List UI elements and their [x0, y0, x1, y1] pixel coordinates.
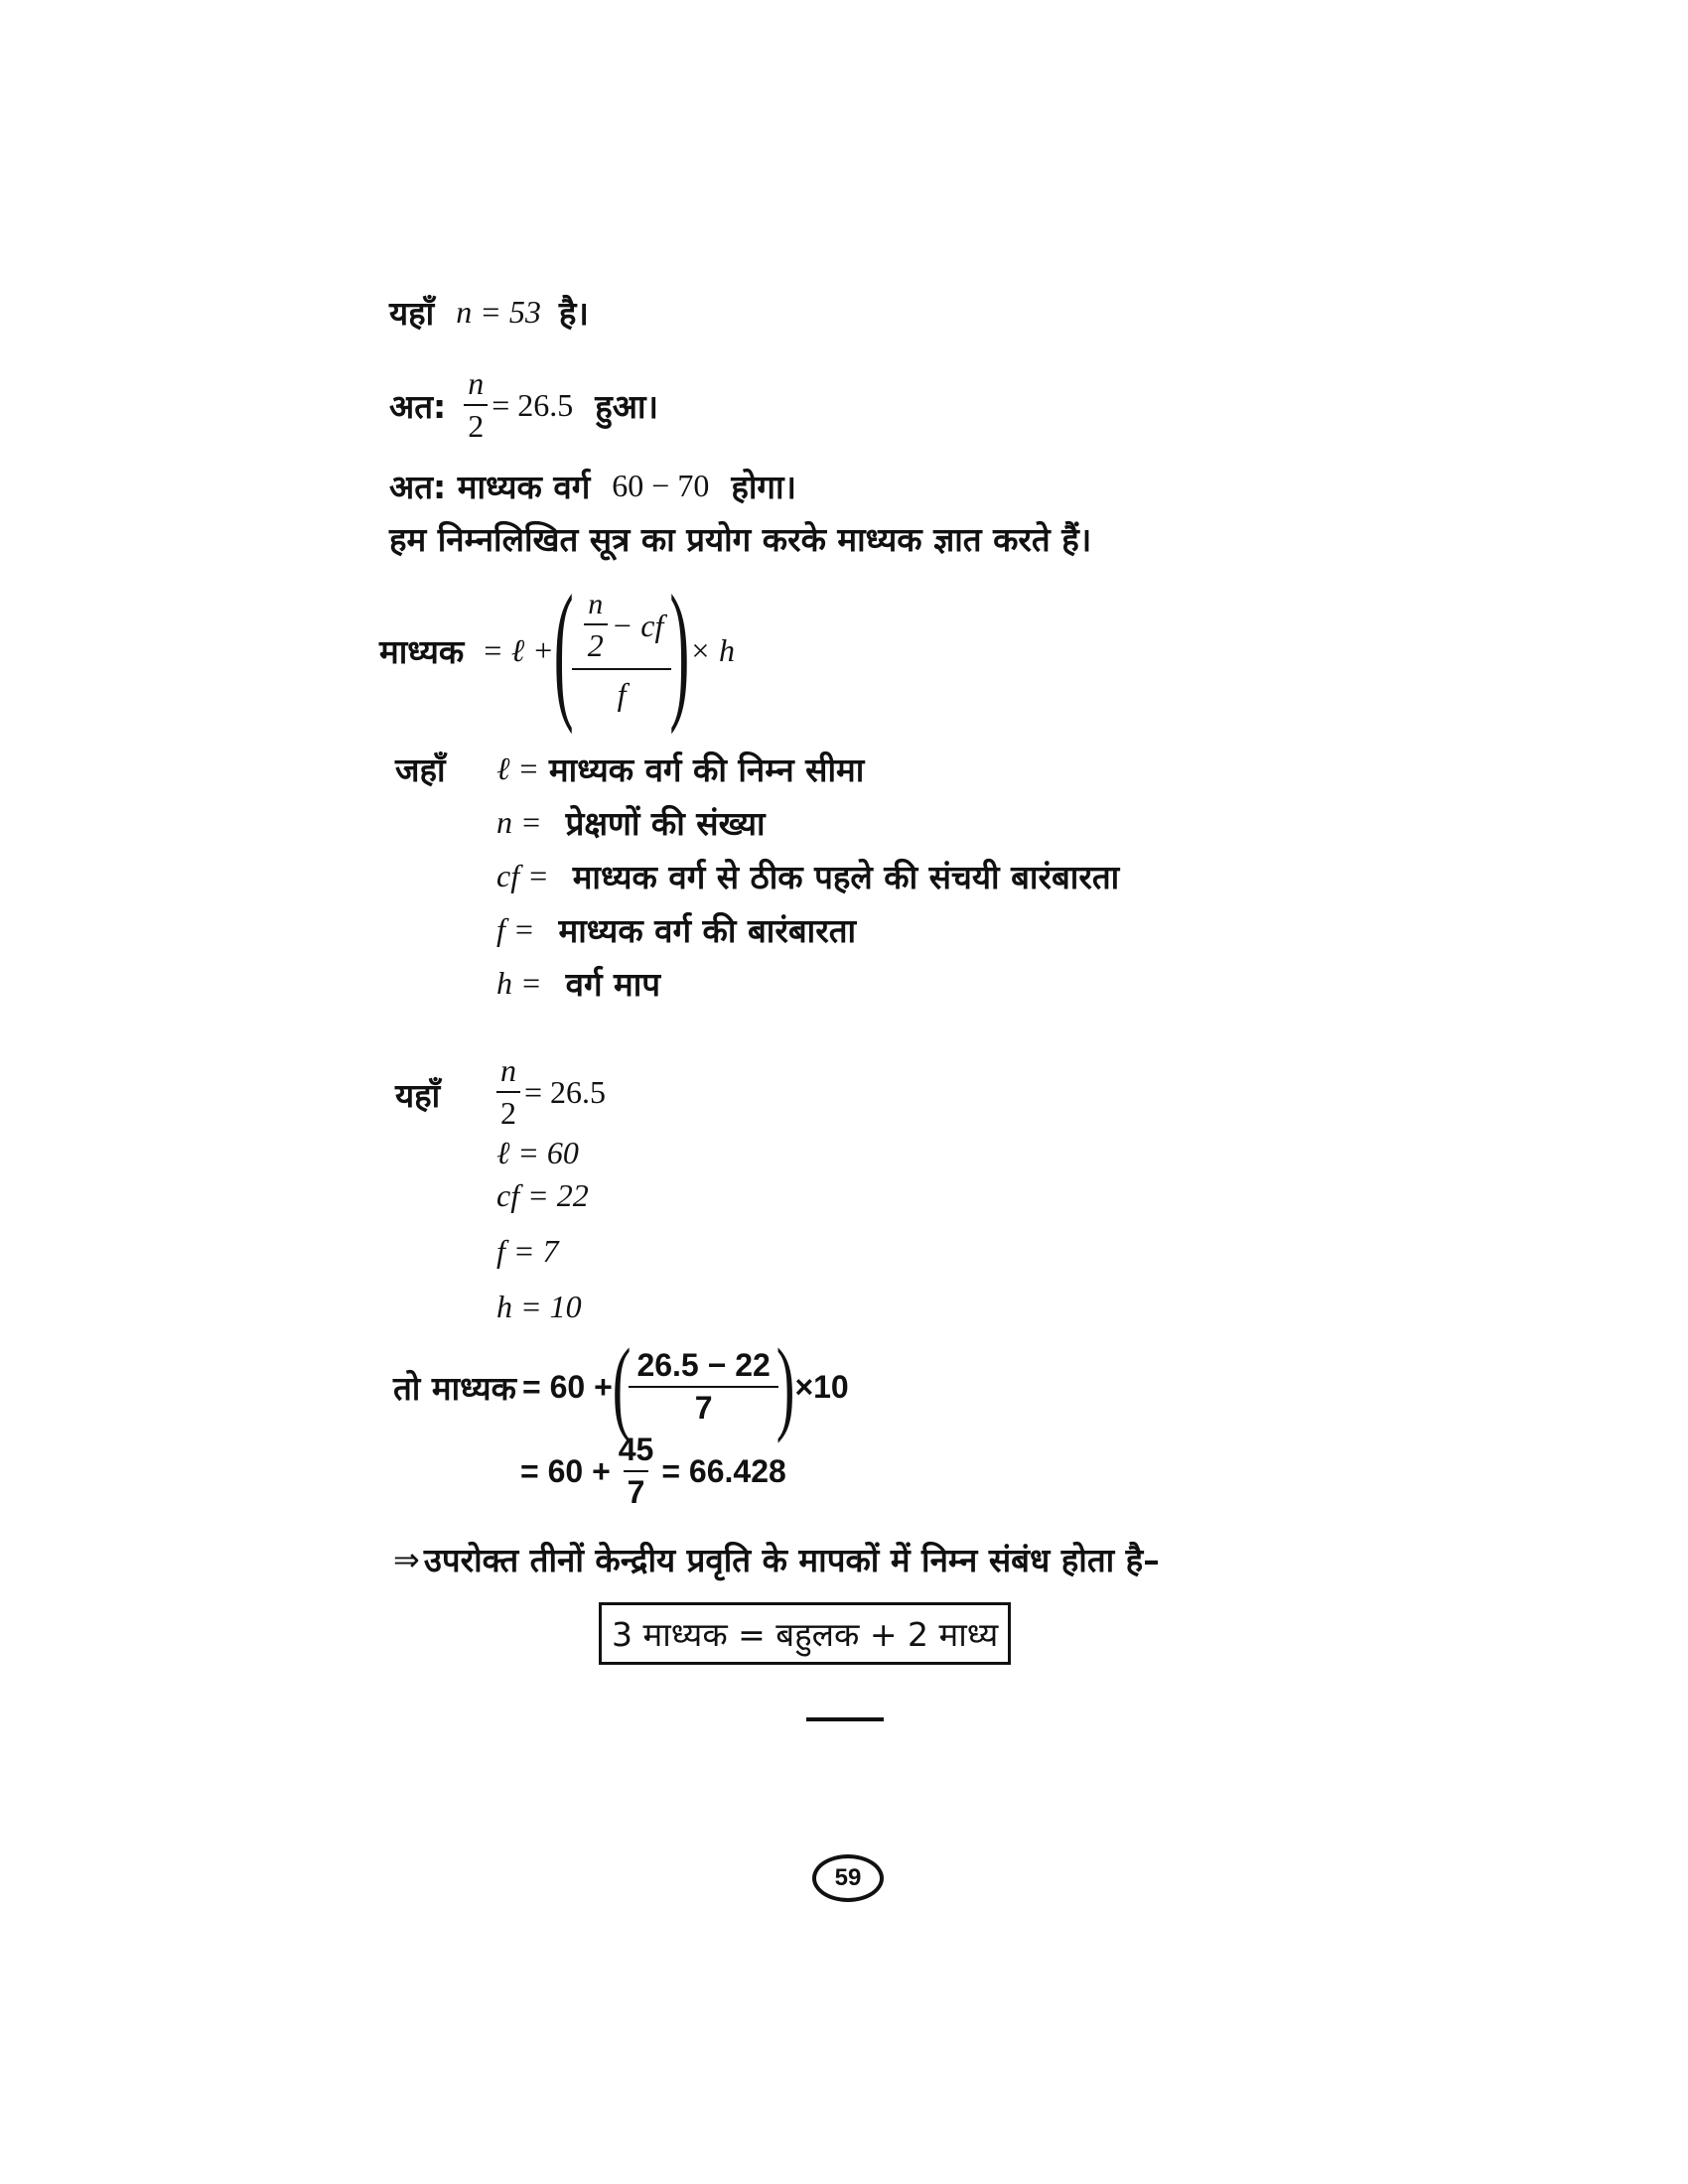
- definition-symbol: ℓ =: [496, 751, 539, 786]
- formula-numerator: [576, 588, 668, 668]
- definition-row: [496, 800, 766, 845]
- definitions-label: जहाँ: [395, 751, 446, 789]
- calc-denominator: 7: [629, 1386, 777, 1427]
- formula-big-fraction: [576, 588, 668, 713]
- definition-text: माध्यक वर्ग की निम्न सीमा: [548, 751, 865, 789]
- line1-prefix: यहाँ: [389, 294, 435, 333]
- calc-times: ×10: [794, 1368, 849, 1405]
- values-label: यहाँ: [395, 1076, 441, 1115]
- end-divider: [806, 1717, 884, 1721]
- values-fraction: [496, 1052, 520, 1132]
- formula-intro-text: हम निम्नलिखित सूत्र का प्रयोग करके माध्यक ज्ञात करते हैं।: [389, 520, 1092, 559]
- median-formula: [379, 563, 735, 735]
- definition-symbol: f =: [496, 911, 535, 947]
- formula-f: f: [572, 668, 672, 713]
- definition-symbol: n =: [496, 804, 542, 840]
- definition-row: [496, 854, 1119, 898]
- line2-prefix: अत:: [389, 386, 447, 426]
- line2-suffix: हुआ।: [595, 386, 659, 426]
- definition-text: माध्यक वर्ग की बारंबारता: [558, 911, 857, 950]
- calc-prefix: तो माध्यक: [393, 1368, 517, 1408]
- line3-prefix: अत: माध्यक वर्ग: [389, 468, 591, 506]
- fraction-numerator: n: [468, 365, 485, 401]
- calc-right-paren: ): [775, 1328, 795, 1445]
- definition-symbol: cf =: [496, 858, 549, 893]
- right-paren: ): [669, 563, 690, 735]
- definition-text: माध्यक वर्ग से ठीक पहले की संचयी बारंबारता: [572, 858, 1120, 896]
- calc2-fraction: [615, 1432, 658, 1511]
- value-item: h = 10: [496, 1289, 582, 1324]
- formula-times-h: × h: [689, 631, 735, 668]
- definition-symbol: h =: [496, 965, 542, 1001]
- line-n-value: [389, 290, 589, 335]
- relation-text: उपरोक्त तीनों केन्द्रीय प्रवृति के मापकों में निम्न संबंध होता है–: [423, 1541, 1160, 1579]
- relation-line: [393, 1537, 1160, 1581]
- values-n-over-2: [496, 1052, 606, 1132]
- calc-left-paren: (: [612, 1328, 632, 1445]
- n-over-2-fraction: [464, 365, 488, 445]
- line-half-n: [389, 365, 658, 445]
- values-n: n: [500, 1052, 516, 1088]
- calc2-rhs: = 66.428: [661, 1452, 786, 1489]
- line3-suffix: होगा।: [731, 468, 797, 506]
- formula-n: n: [588, 588, 604, 620]
- implies-arrow: ⇒: [393, 1541, 420, 1577]
- definition-text: प्रेक्षणों की संख्या: [565, 804, 766, 843]
- median-result: [520, 1432, 786, 1511]
- formula-lhs: = ℓ +: [482, 631, 554, 668]
- formula-2: 2: [584, 623, 608, 664]
- median-calculation: [393, 1328, 849, 1445]
- calc-lhs: = 60 +: [522, 1368, 613, 1405]
- line1-math: n = 53: [456, 294, 541, 330]
- page-number: 59: [812, 1854, 884, 1902]
- line1-suffix: है।: [558, 294, 589, 333]
- value-item: f = 7: [496, 1233, 559, 1269]
- formula-n-over-2: [584, 588, 608, 664]
- line-median-class: [389, 464, 796, 508]
- fraction-denominator: 2: [464, 404, 488, 445]
- definition-row: [496, 907, 856, 952]
- calc-numerator: 26.5 − 22: [636, 1347, 771, 1383]
- calc2-lhs: = 60 +: [520, 1452, 611, 1489]
- calc2-denominator: 7: [624, 1470, 649, 1511]
- line2-rhs: = 26.5: [492, 386, 574, 423]
- formula-minus-cf: − cf: [611, 608, 664, 643]
- values-2: 2: [496, 1091, 520, 1132]
- definition-row: [496, 961, 660, 1006]
- line3-math: 60 − 70: [612, 468, 710, 503]
- calc-fraction: [633, 1347, 774, 1427]
- values-n-rhs: = 26.5: [524, 1073, 607, 1110]
- value-item: ℓ = 60: [496, 1135, 579, 1170]
- formula-label: माध्यक: [379, 631, 465, 671]
- boxed-relation: 3 माध्यक = बहुलक + 2 माध्य: [599, 1602, 1011, 1665]
- definition-text: वर्ग माप: [565, 965, 661, 1004]
- left-paren: (: [553, 563, 574, 735]
- value-item: cf = 22: [496, 1177, 589, 1213]
- definition-row: [496, 747, 864, 791]
- calc2-numerator: 45: [618, 1432, 654, 1467]
